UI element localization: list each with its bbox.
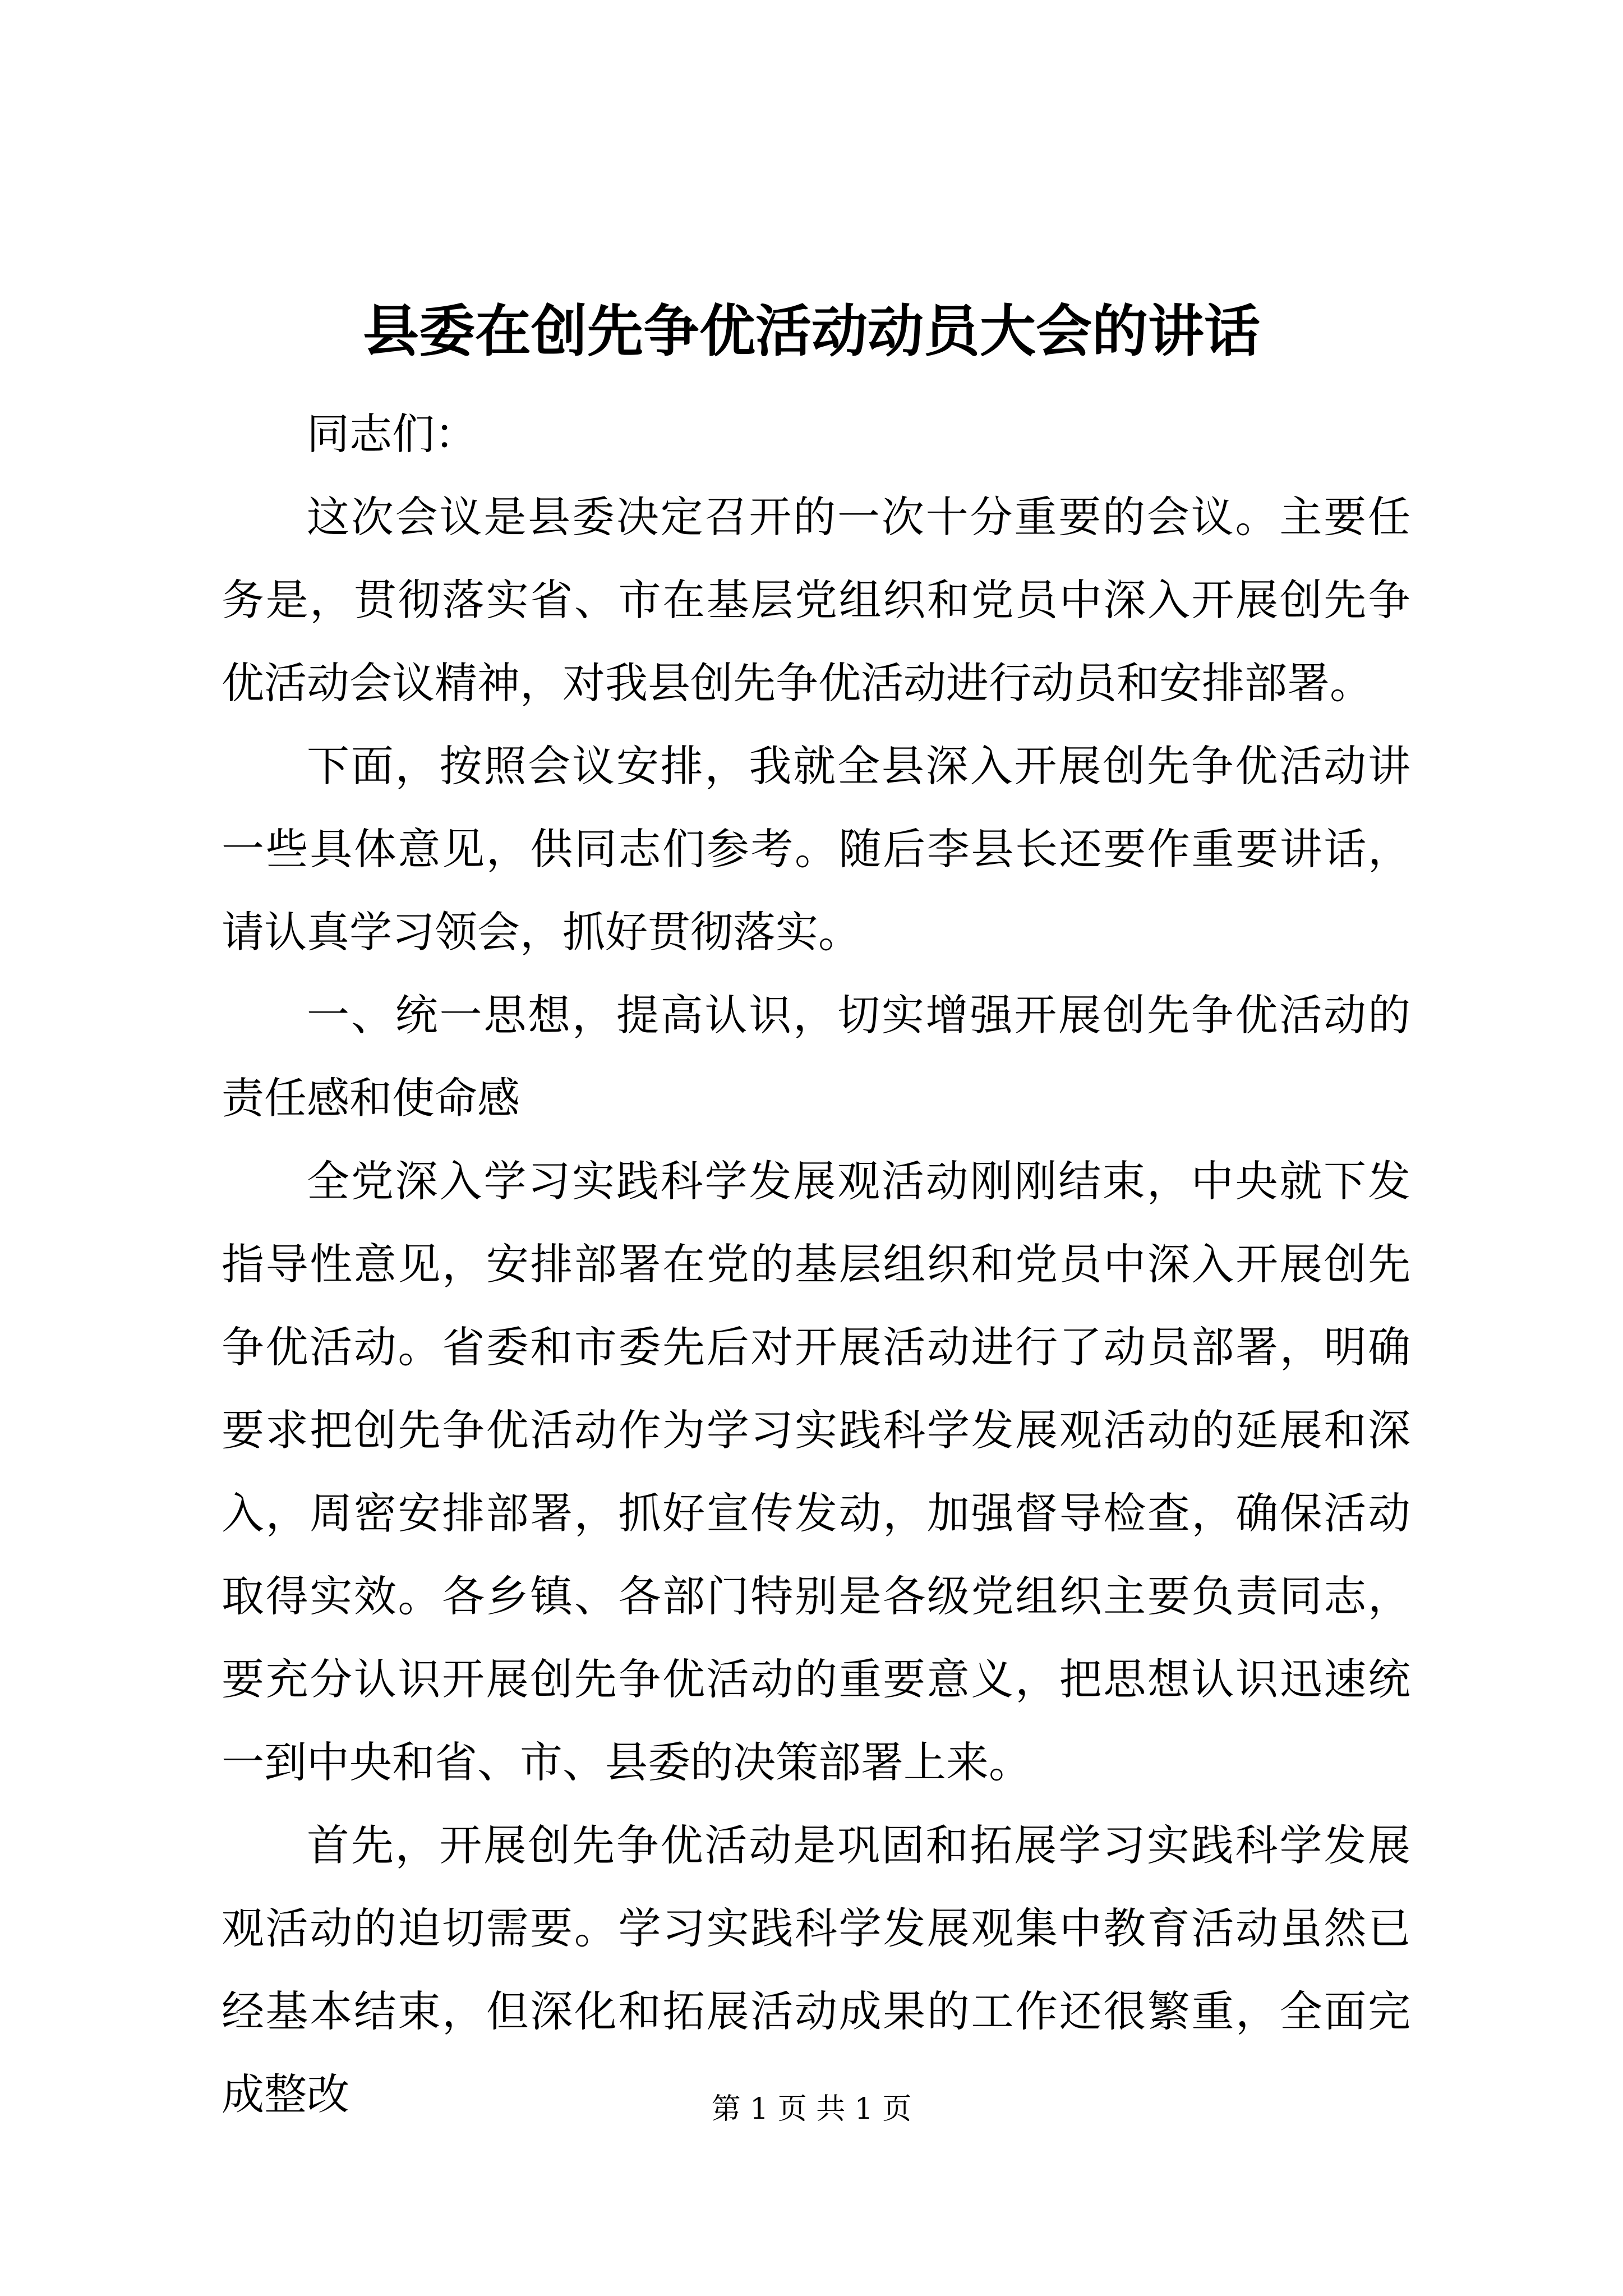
paragraph: 全党深入学习实践科学发展观活动刚刚结束，中央就下发指导性意见，安排部署在党的基层组织和党员中深入开展创先争优活动。省委和市委先后对开展活动进行了动员部署，明确要求把创先争优活动作为学习实践科学发展观活动的延展和深入，周密安排部署，抓好宣传发动，加强督导检查，确保活动取得实效。各乡镇、各部门特别是各级党组织主要负责同志，要充分认识开展创先争优活动的重要意义，把思想认识迅速统一到中央和省、市、县委的决策部署上来。 xyxy=(222,1156,1410,1787)
paragraph: 首先，开展创先争优活动是巩固和拓展学习实践科学发展观活动的迫切需要。学习实践科学发展观集中教育活动虽然已经基本结束，但深化和拓展活动成果的工作还很繁重，全面完成整改 xyxy=(222,1820,1410,2119)
salutation: 同志们： xyxy=(307,409,477,459)
document-title: 县委在创先争优活动动员大会的讲话 xyxy=(363,298,1260,364)
paragraph: 下面，按照会议安排，我就全县深入开展创先争优活动讲一些具体意见，供同志们参考。随后李县长还要作重要讲话，请认真学习领会，抓好贯彻落实。 xyxy=(222,741,1410,957)
document-body xyxy=(222,393,1410,2136)
page-footer: 第 1 页 共 1 页 xyxy=(711,2092,912,2126)
section-heading: 一、统一思想，提高认识，切实增强开展创先争优活动的责任感和使命感 xyxy=(222,990,1410,1123)
paragraph: 这次会议是县委决定召开的一次十分重要的会议。主要任务是，贯彻落实省、市在基层党组织和党员中深入开展创先争优活动会议精神，对我县创先争优活动进行动员和安排部署。 xyxy=(222,492,1410,708)
